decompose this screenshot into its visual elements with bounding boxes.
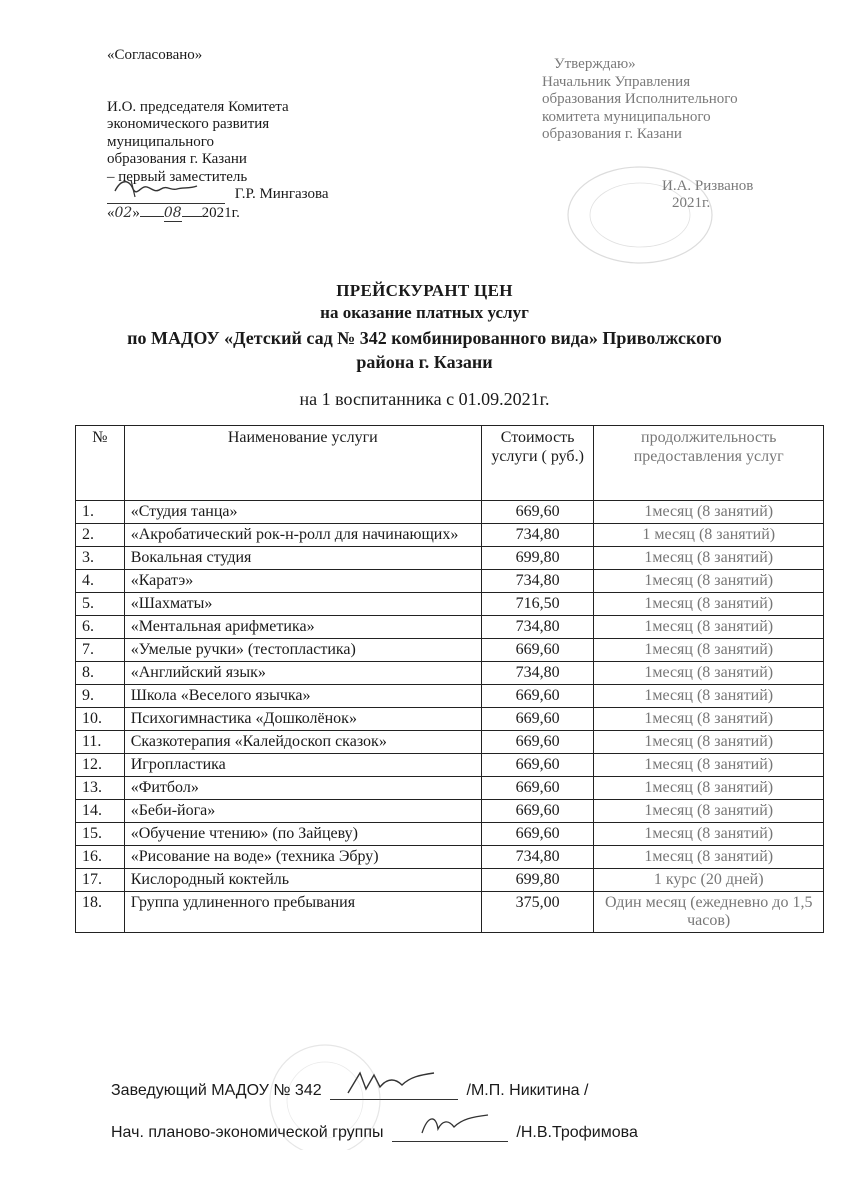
row-price: 734,80 [481, 616, 594, 639]
row-duration: 1месяц (8 занятий) [594, 731, 824, 754]
row-price: 669,60 [481, 823, 594, 846]
row-price: 716,50 [481, 593, 594, 616]
row-price: 375,00 [481, 892, 594, 933]
approval-right-signer: И.А. Ризванов [662, 177, 754, 194]
document-subtitle-2: по МАДОУ «Детский сад № 342 комбинированного вида» Приволжского [127, 328, 722, 348]
row-num: 1. [76, 501, 125, 524]
table-row [76, 570, 824, 593]
row-duration: Один месяц (ежедневно до 1,5 часов) [594, 892, 824, 933]
row-duration: 1месяц (8 занятий) [594, 777, 824, 800]
table-row [76, 892, 824, 933]
row-duration: 1месяц (8 занятий) [594, 846, 824, 869]
document-date-line: на 1 воспитанника с 01.09.2021г. [299, 389, 550, 409]
row-service-name: Школа «Веселого язычка» [124, 685, 481, 708]
table-row [76, 731, 824, 754]
footer-head-role: Заведующий МАДОУ № 342 [111, 1082, 322, 1099]
row-service-name: «Фитбол» [124, 777, 481, 800]
row-price: 669,60 [481, 754, 594, 777]
price-table [75, 425, 824, 933]
table-row [76, 547, 824, 570]
approval-left-label: «Согласовано» [107, 47, 203, 63]
table-row [76, 662, 824, 685]
row-num: 11. [76, 731, 125, 754]
row-price: 734,80 [481, 662, 594, 685]
header-price: Стоимость услуги ( руб.) [481, 426, 594, 501]
footer-economist-signature-line [392, 1125, 508, 1142]
row-num: 7. [76, 639, 125, 662]
approval-left-year: 2021г. [201, 204, 240, 221]
faded-stamp-right [560, 160, 720, 270]
footer-signature-head [111, 1082, 711, 1100]
row-price: 669,60 [481, 501, 594, 524]
row-price: 669,60 [481, 639, 594, 662]
row-num: 15. [76, 823, 125, 846]
row-num: 10. [76, 708, 125, 731]
approval-left-month: 08 [163, 204, 182, 221]
table-row [76, 501, 824, 524]
table-row [76, 639, 824, 662]
row-num: 9. [76, 685, 125, 708]
header-name: Наименование услуги [124, 426, 481, 501]
row-duration: 1 курс (20 дней) [594, 869, 824, 892]
row-price: 669,60 [481, 685, 594, 708]
footer-signature-economist [111, 1124, 751, 1142]
row-price: 669,60 [481, 708, 594, 731]
row-num: 16. [76, 846, 125, 869]
row-service-name: Группа удлиненного пребывания [124, 892, 481, 933]
row-num: 3. [76, 547, 125, 570]
row-service-name: Вокальная студия [124, 547, 481, 570]
row-service-name: Игропластика [124, 754, 481, 777]
footer-economist-name: /Н.В.Трофимова [516, 1124, 638, 1141]
table-row [76, 846, 824, 869]
approval-right-line1: Начальник Управления [542, 73, 691, 90]
row-price: 699,80 [481, 547, 594, 570]
row-num: 4. [76, 570, 125, 593]
row-num: 18. [76, 892, 125, 933]
row-service-name: «Английский язык» [124, 662, 481, 685]
row-service-name: «Шахматы» [124, 593, 481, 616]
approval-block-left [107, 47, 407, 222]
row-duration: 1месяц (8 занятий) [594, 570, 824, 593]
row-num: 17. [76, 869, 125, 892]
approval-left-line4: образования г. Казани [107, 151, 247, 167]
document-subtitle-1: на оказание платных услуг [320, 303, 529, 322]
row-duration: 1месяц (8 занятий) [594, 662, 824, 685]
table-row [76, 593, 824, 616]
footer-head-name: /М.П. Никитина / [466, 1082, 589, 1099]
table-row [76, 524, 824, 547]
table-row [76, 685, 824, 708]
signature-line-left [107, 189, 225, 204]
row-service-name: «Умелые ручки» (тестопластика) [124, 639, 481, 662]
row-duration: 1месяц (8 занятий) [594, 685, 824, 708]
row-duration: 1месяц (8 занятий) [594, 708, 824, 731]
row-num: 5. [76, 593, 125, 616]
approval-left-date: «02» 08 2021г. [107, 204, 240, 221]
row-service-name: «Беби-йога» [124, 800, 481, 823]
row-duration: 1месяц (8 занятий) [594, 593, 824, 616]
row-duration: 1месяц (8 занятий) [594, 800, 824, 823]
row-num: 8. [76, 662, 125, 685]
row-price: 734,80 [481, 570, 594, 593]
row-duration: 1месяц (8 занятий) [594, 547, 824, 570]
approval-right-label: Утверждаю» [554, 56, 636, 72]
document-subtitle-3: района г. Казани [356, 352, 493, 372]
row-duration: 1 месяц (8 занятий) [594, 524, 824, 547]
row-duration: 1месяц (8 занятий) [594, 754, 824, 777]
row-service-name: «Рисование на воде» (техника Эбру) [124, 846, 481, 869]
row-duration: 1месяц (8 занятий) [594, 639, 824, 662]
table-row [76, 777, 824, 800]
row-service-name: «Ментальная арифметика» [124, 616, 481, 639]
table-row [76, 708, 824, 731]
approval-left-line2: экономического развития [107, 116, 270, 132]
header-duration: продолжительность предоставления услуг [594, 426, 824, 501]
approval-right-year: 2021г. [672, 195, 711, 211]
row-price: 669,60 [481, 800, 594, 823]
table-row [76, 823, 824, 846]
row-service-name: Психогимнастика «Дошколёнок» [124, 708, 481, 731]
row-num: 12. [76, 754, 125, 777]
table-row [76, 754, 824, 777]
table-row [76, 800, 824, 823]
handwritten-signature-left [107, 177, 225, 201]
approval-left-line5: – первый заместитель [107, 168, 248, 185]
faded-stamp-bottom [255, 1040, 395, 1150]
approval-right-line2: образования Исполнительного [542, 91, 738, 107]
row-price: 734,80 [481, 846, 594, 869]
row-duration: 1месяц (8 занятий) [594, 501, 824, 524]
row-service-name: Кислородный коктейль [124, 869, 481, 892]
row-num: 2. [76, 524, 125, 547]
row-service-name: «Обучение чтению» (по Зайцеву) [124, 823, 481, 846]
approval-left-day: 02 [114, 204, 133, 221]
approval-left-signer: Г.Р. Мингазова [234, 186, 329, 202]
footer-economist-role: Нач. планово-экономической группы [111, 1124, 384, 1141]
table-row [76, 869, 824, 892]
table-body [76, 501, 824, 933]
approval-left-line3: муниципального [107, 133, 215, 150]
table-header-row [76, 426, 824, 501]
approval-right-line4: образования г. Казани [542, 126, 682, 142]
header-num: № [76, 426, 125, 501]
row-num: 6. [76, 616, 125, 639]
approval-right-line3: комитета муниципального [542, 108, 711, 125]
row-num: 14. [76, 800, 125, 823]
row-service-name: «Акробатический рок-н-ролл для начинающих» [124, 524, 481, 547]
row-duration: 1месяц (8 занятий) [594, 823, 824, 846]
row-service-name: «Каратэ» [124, 570, 481, 593]
handwritten-signature-economist [392, 1111, 508, 1139]
row-price: 699,80 [481, 869, 594, 892]
table-row [76, 616, 824, 639]
row-service-name: «Студия танца» [124, 501, 481, 524]
row-price: 734,80 [481, 524, 594, 547]
row-price: 669,60 [481, 777, 594, 800]
row-service-name: Сказкотерапия «Калейдоскоп сказок» [124, 731, 481, 754]
row-num: 13. [76, 777, 125, 800]
document-title: ПРЕЙСКУРАНТ ЦЕН [336, 281, 513, 300]
approval-left-signature-row [107, 186, 407, 204]
approval-left-line1: И.О. председателя Комитета [107, 98, 289, 115]
row-duration: 1месяц (8 занятий) [594, 616, 824, 639]
row-price: 669,60 [481, 731, 594, 754]
